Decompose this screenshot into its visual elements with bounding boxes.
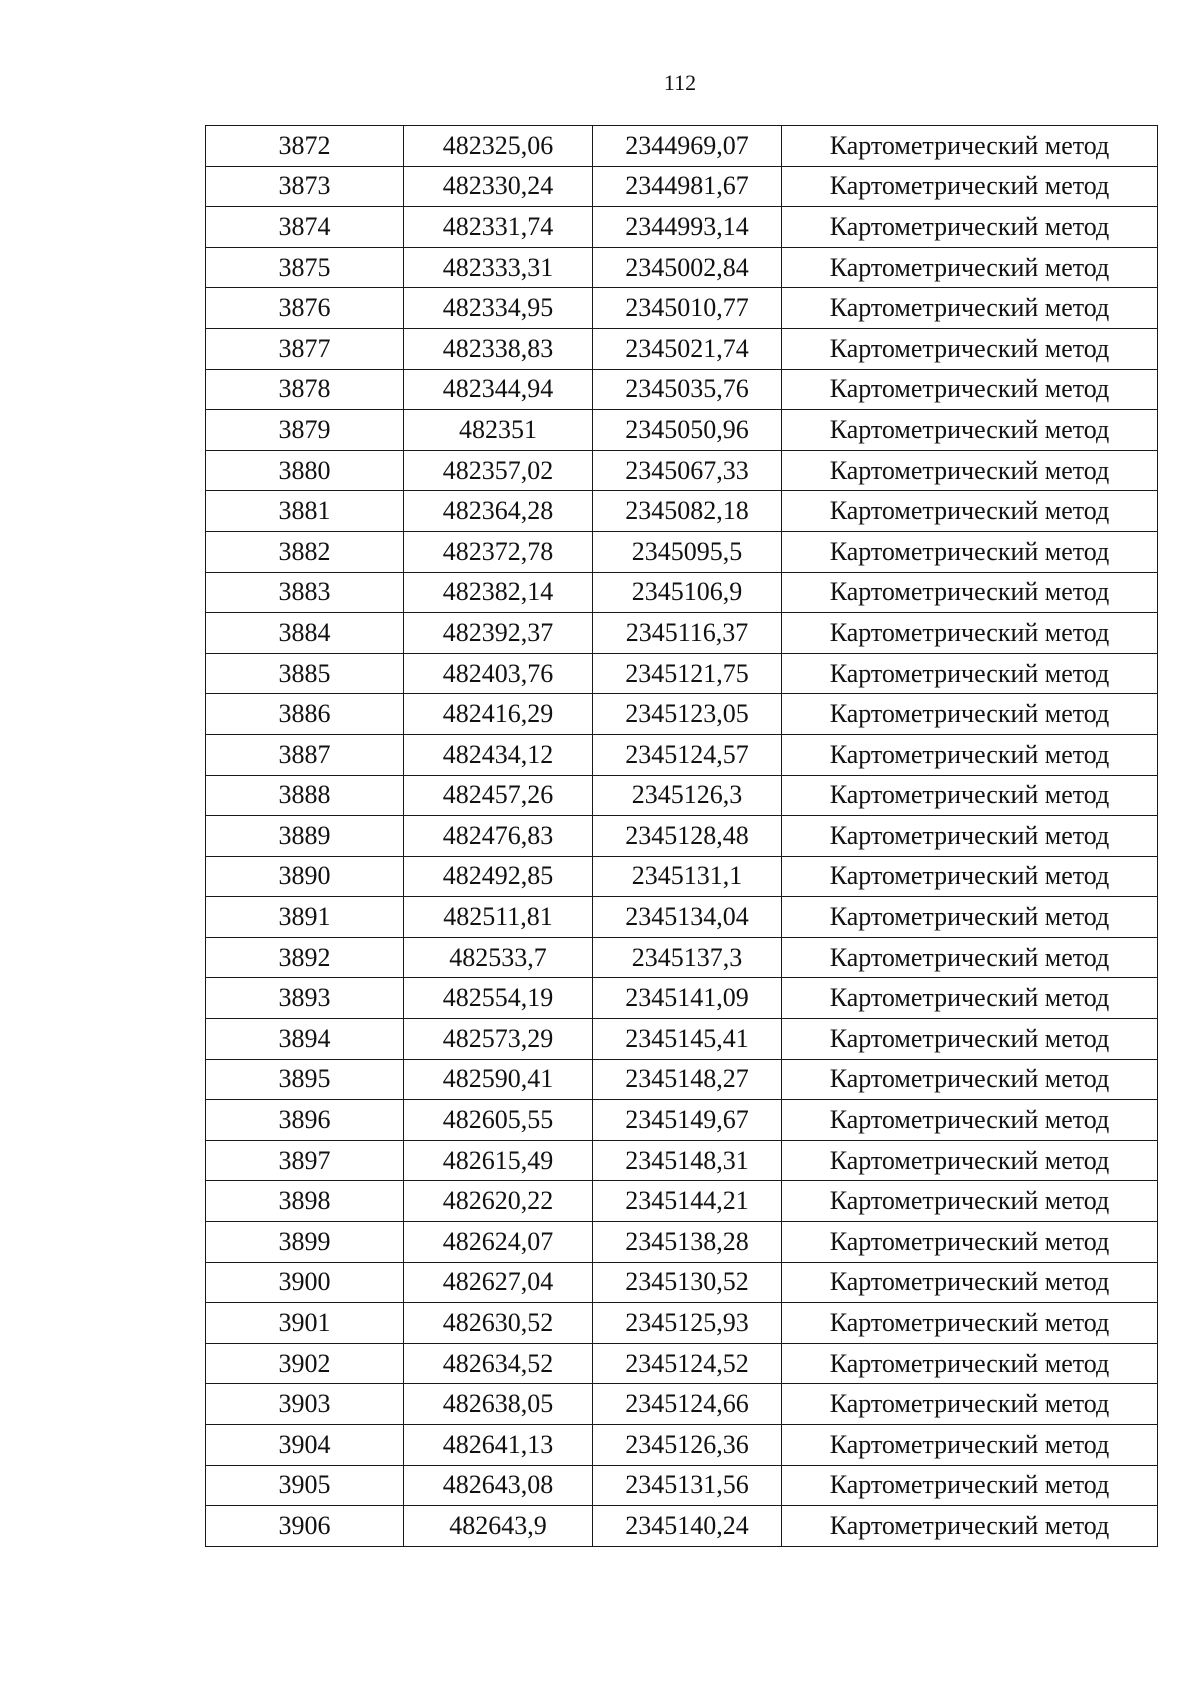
y-coordinate-cell: 2345128,48 (593, 816, 782, 857)
method-cell: Картометрический метод (782, 1425, 1158, 1466)
table-row (206, 1019, 1158, 1060)
method-cell: Картометрический метод (782, 126, 1158, 167)
point-number-cell: 3893 (206, 978, 404, 1019)
table-row (206, 613, 1158, 654)
method-cell: Картометрический метод (782, 369, 1158, 410)
x-coordinate-cell: 482331,74 (404, 207, 593, 248)
table-row (206, 531, 1158, 572)
method-cell: Картометрический метод (782, 937, 1158, 978)
point-number-cell: 3901 (206, 1303, 404, 1344)
x-coordinate-cell: 482392,37 (404, 613, 593, 654)
y-coordinate-cell: 2345050,96 (593, 410, 782, 451)
y-coordinate-cell: 2345124,57 (593, 734, 782, 775)
point-number-cell: 3900 (206, 1262, 404, 1303)
point-number-cell: 3902 (206, 1343, 404, 1384)
point-number-cell: 3878 (206, 369, 404, 410)
method-cell: Картометрический метод (782, 491, 1158, 532)
x-coordinate-cell: 482605,55 (404, 1100, 593, 1141)
x-coordinate-cell: 482533,7 (404, 937, 593, 978)
x-coordinate-cell: 482554,19 (404, 978, 593, 1019)
method-cell: Картометрический метод (782, 694, 1158, 735)
y-coordinate-cell: 2344969,07 (593, 126, 782, 167)
method-cell: Картометрический метод (782, 1059, 1158, 1100)
coordinates-table (205, 125, 1158, 1547)
x-coordinate-cell: 482333,31 (404, 247, 593, 288)
point-number-cell: 3890 (206, 856, 404, 897)
point-number-cell: 3904 (206, 1425, 404, 1466)
table-row (206, 1059, 1158, 1100)
table-row (206, 1384, 1158, 1425)
point-number-cell: 3898 (206, 1181, 404, 1222)
table-row (206, 1222, 1158, 1263)
table-row (206, 369, 1158, 410)
x-coordinate-cell: 482641,13 (404, 1425, 593, 1466)
y-coordinate-cell: 2345106,9 (593, 572, 782, 613)
method-cell: Картометрический метод (782, 328, 1158, 369)
method-cell: Картометрический метод (782, 775, 1158, 816)
table-row (206, 694, 1158, 735)
table-row (206, 126, 1158, 167)
y-coordinate-cell: 2345148,27 (593, 1059, 782, 1100)
table-row (206, 1465, 1158, 1506)
x-coordinate-cell: 482457,26 (404, 775, 593, 816)
method-cell: Картометрический метод (782, 653, 1158, 694)
y-coordinate-cell: 2345138,28 (593, 1222, 782, 1263)
table-row (206, 1425, 1158, 1466)
method-cell: Картометрический метод (782, 1343, 1158, 1384)
table-row (206, 247, 1158, 288)
point-number-cell: 3876 (206, 288, 404, 329)
point-number-cell: 3880 (206, 450, 404, 491)
x-coordinate-cell: 482634,52 (404, 1343, 593, 1384)
y-coordinate-cell: 2345131,56 (593, 1465, 782, 1506)
y-coordinate-cell: 2345148,31 (593, 1140, 782, 1181)
table-row (206, 288, 1158, 329)
y-coordinate-cell: 2345134,04 (593, 897, 782, 938)
point-number-cell: 3886 (206, 694, 404, 735)
point-number-cell: 3879 (206, 410, 404, 451)
point-number-cell: 3882 (206, 531, 404, 572)
x-coordinate-cell: 482620,22 (404, 1181, 593, 1222)
point-number-cell: 3888 (206, 775, 404, 816)
method-cell: Картометрический метод (782, 1222, 1158, 1263)
y-coordinate-cell: 2345035,76 (593, 369, 782, 410)
y-coordinate-cell: 2345116,37 (593, 613, 782, 654)
y-coordinate-cell: 2345010,77 (593, 288, 782, 329)
y-coordinate-cell: 2345123,05 (593, 694, 782, 735)
method-cell: Картометрический метод (782, 1181, 1158, 1222)
x-coordinate-cell: 482624,07 (404, 1222, 593, 1263)
point-number-cell: 3899 (206, 1222, 404, 1263)
table-row (206, 207, 1158, 248)
table-row (206, 410, 1158, 451)
table-row (206, 856, 1158, 897)
x-coordinate-cell: 482643,9 (404, 1506, 593, 1547)
table-row (206, 450, 1158, 491)
point-number-cell: 3892 (206, 937, 404, 978)
x-coordinate-cell: 482511,81 (404, 897, 593, 938)
method-cell: Картометрический метод (782, 531, 1158, 572)
x-coordinate-cell: 482382,14 (404, 572, 593, 613)
point-number-cell: 3905 (206, 1465, 404, 1506)
table-row (206, 166, 1158, 207)
table-row (206, 816, 1158, 857)
method-cell: Картометрический метод (782, 288, 1158, 329)
x-coordinate-cell: 482643,08 (404, 1465, 593, 1506)
method-cell: Картометрический метод (782, 816, 1158, 857)
point-number-cell: 3877 (206, 328, 404, 369)
y-coordinate-cell: 2345130,52 (593, 1262, 782, 1303)
table-row (206, 897, 1158, 938)
point-number-cell: 3889 (206, 816, 404, 857)
y-coordinate-cell: 2345137,3 (593, 937, 782, 978)
method-cell: Картометрический метод (782, 1019, 1158, 1060)
method-cell: Картометрический метод (782, 207, 1158, 248)
x-coordinate-cell: 482334,95 (404, 288, 593, 329)
y-coordinate-cell: 2345125,93 (593, 1303, 782, 1344)
table-row (206, 491, 1158, 532)
table-row (206, 937, 1158, 978)
method-cell: Картометрический метод (782, 1303, 1158, 1344)
y-coordinate-cell: 2345141,09 (593, 978, 782, 1019)
y-coordinate-cell: 2345095,5 (593, 531, 782, 572)
y-coordinate-cell: 2345140,24 (593, 1506, 782, 1547)
point-number-cell: 3891 (206, 897, 404, 938)
method-cell: Картометрический метод (782, 410, 1158, 451)
point-number-cell: 3885 (206, 653, 404, 694)
x-coordinate-cell: 482325,06 (404, 126, 593, 167)
point-number-cell: 3903 (206, 1384, 404, 1425)
point-number-cell: 3906 (206, 1506, 404, 1547)
point-number-cell: 3897 (206, 1140, 404, 1181)
x-coordinate-cell: 482344,94 (404, 369, 593, 410)
y-coordinate-cell: 2345002,84 (593, 247, 782, 288)
method-cell: Картометрический метод (782, 166, 1158, 207)
y-coordinate-cell: 2345124,66 (593, 1384, 782, 1425)
x-coordinate-cell: 482638,05 (404, 1384, 593, 1425)
method-cell: Картометрический метод (782, 978, 1158, 1019)
y-coordinate-cell: 2344993,14 (593, 207, 782, 248)
page-number: 112 (663, 70, 697, 95)
y-coordinate-cell: 2345082,18 (593, 491, 782, 532)
y-coordinate-cell: 2345067,33 (593, 450, 782, 491)
y-coordinate-cell: 2345121,75 (593, 653, 782, 694)
table-row (206, 1140, 1158, 1181)
method-cell: Картометрический метод (782, 1262, 1158, 1303)
coordinates-table-body (206, 126, 1158, 1547)
y-coordinate-cell: 2345149,67 (593, 1100, 782, 1141)
x-coordinate-cell: 482372,78 (404, 531, 593, 572)
table-row (206, 1506, 1158, 1547)
point-number-cell: 3872 (206, 126, 404, 167)
table-row (206, 572, 1158, 613)
method-cell: Картометрический метод (782, 1506, 1158, 1547)
table-row (206, 978, 1158, 1019)
y-coordinate-cell: 2345126,3 (593, 775, 782, 816)
x-coordinate-cell: 482630,52 (404, 1303, 593, 1344)
y-coordinate-cell: 2345131,1 (593, 856, 782, 897)
method-cell: Картометрический метод (782, 247, 1158, 288)
table-row (206, 1303, 1158, 1344)
method-cell: Картометрический метод (782, 613, 1158, 654)
point-number-cell: 3895 (206, 1059, 404, 1100)
table-row (206, 653, 1158, 694)
x-coordinate-cell: 482627,04 (404, 1262, 593, 1303)
point-number-cell: 3875 (206, 247, 404, 288)
y-coordinate-cell: 2344981,67 (593, 166, 782, 207)
x-coordinate-cell: 482590,41 (404, 1059, 593, 1100)
x-coordinate-cell: 482615,49 (404, 1140, 593, 1181)
y-coordinate-cell: 2345021,74 (593, 328, 782, 369)
table-row (206, 734, 1158, 775)
method-cell: Картометрический метод (782, 897, 1158, 938)
x-coordinate-cell: 482434,12 (404, 734, 593, 775)
x-coordinate-cell: 482330,24 (404, 166, 593, 207)
table-row (206, 328, 1158, 369)
method-cell: Картометрический метод (782, 1100, 1158, 1141)
method-cell: Картометрический метод (782, 1384, 1158, 1425)
method-cell: Картометрический метод (782, 1465, 1158, 1506)
x-coordinate-cell: 482492,85 (404, 856, 593, 897)
x-coordinate-cell: 482357,02 (404, 450, 593, 491)
y-coordinate-cell: 2345145,41 (593, 1019, 782, 1060)
point-number-cell: 3887 (206, 734, 404, 775)
x-coordinate-cell: 482416,29 (404, 694, 593, 735)
y-coordinate-cell: 2345126,36 (593, 1425, 782, 1466)
point-number-cell: 3883 (206, 572, 404, 613)
point-number-cell: 3874 (206, 207, 404, 248)
table-row (206, 1262, 1158, 1303)
point-number-cell: 3873 (206, 166, 404, 207)
table-row (206, 1343, 1158, 1384)
method-cell: Картометрический метод (782, 450, 1158, 491)
x-coordinate-cell: 482364,28 (404, 491, 593, 532)
method-cell: Картометрический метод (782, 734, 1158, 775)
x-coordinate-cell: 482403,76 (404, 653, 593, 694)
point-number-cell: 3881 (206, 491, 404, 532)
method-cell: Картометрический метод (782, 856, 1158, 897)
y-coordinate-cell: 2345144,21 (593, 1181, 782, 1222)
y-coordinate-cell: 2345124,52 (593, 1343, 782, 1384)
table-row (206, 1181, 1158, 1222)
point-number-cell: 3894 (206, 1019, 404, 1060)
point-number-cell: 3884 (206, 613, 404, 654)
method-cell: Картометрический метод (782, 1140, 1158, 1181)
method-cell: Картометрический метод (782, 572, 1158, 613)
table-row (206, 775, 1158, 816)
x-coordinate-cell: 482351 (404, 410, 593, 451)
x-coordinate-cell: 482476,83 (404, 816, 593, 857)
x-coordinate-cell: 482338,83 (404, 328, 593, 369)
x-coordinate-cell: 482573,29 (404, 1019, 593, 1060)
point-number-cell: 3896 (206, 1100, 404, 1141)
table-row (206, 1100, 1158, 1141)
